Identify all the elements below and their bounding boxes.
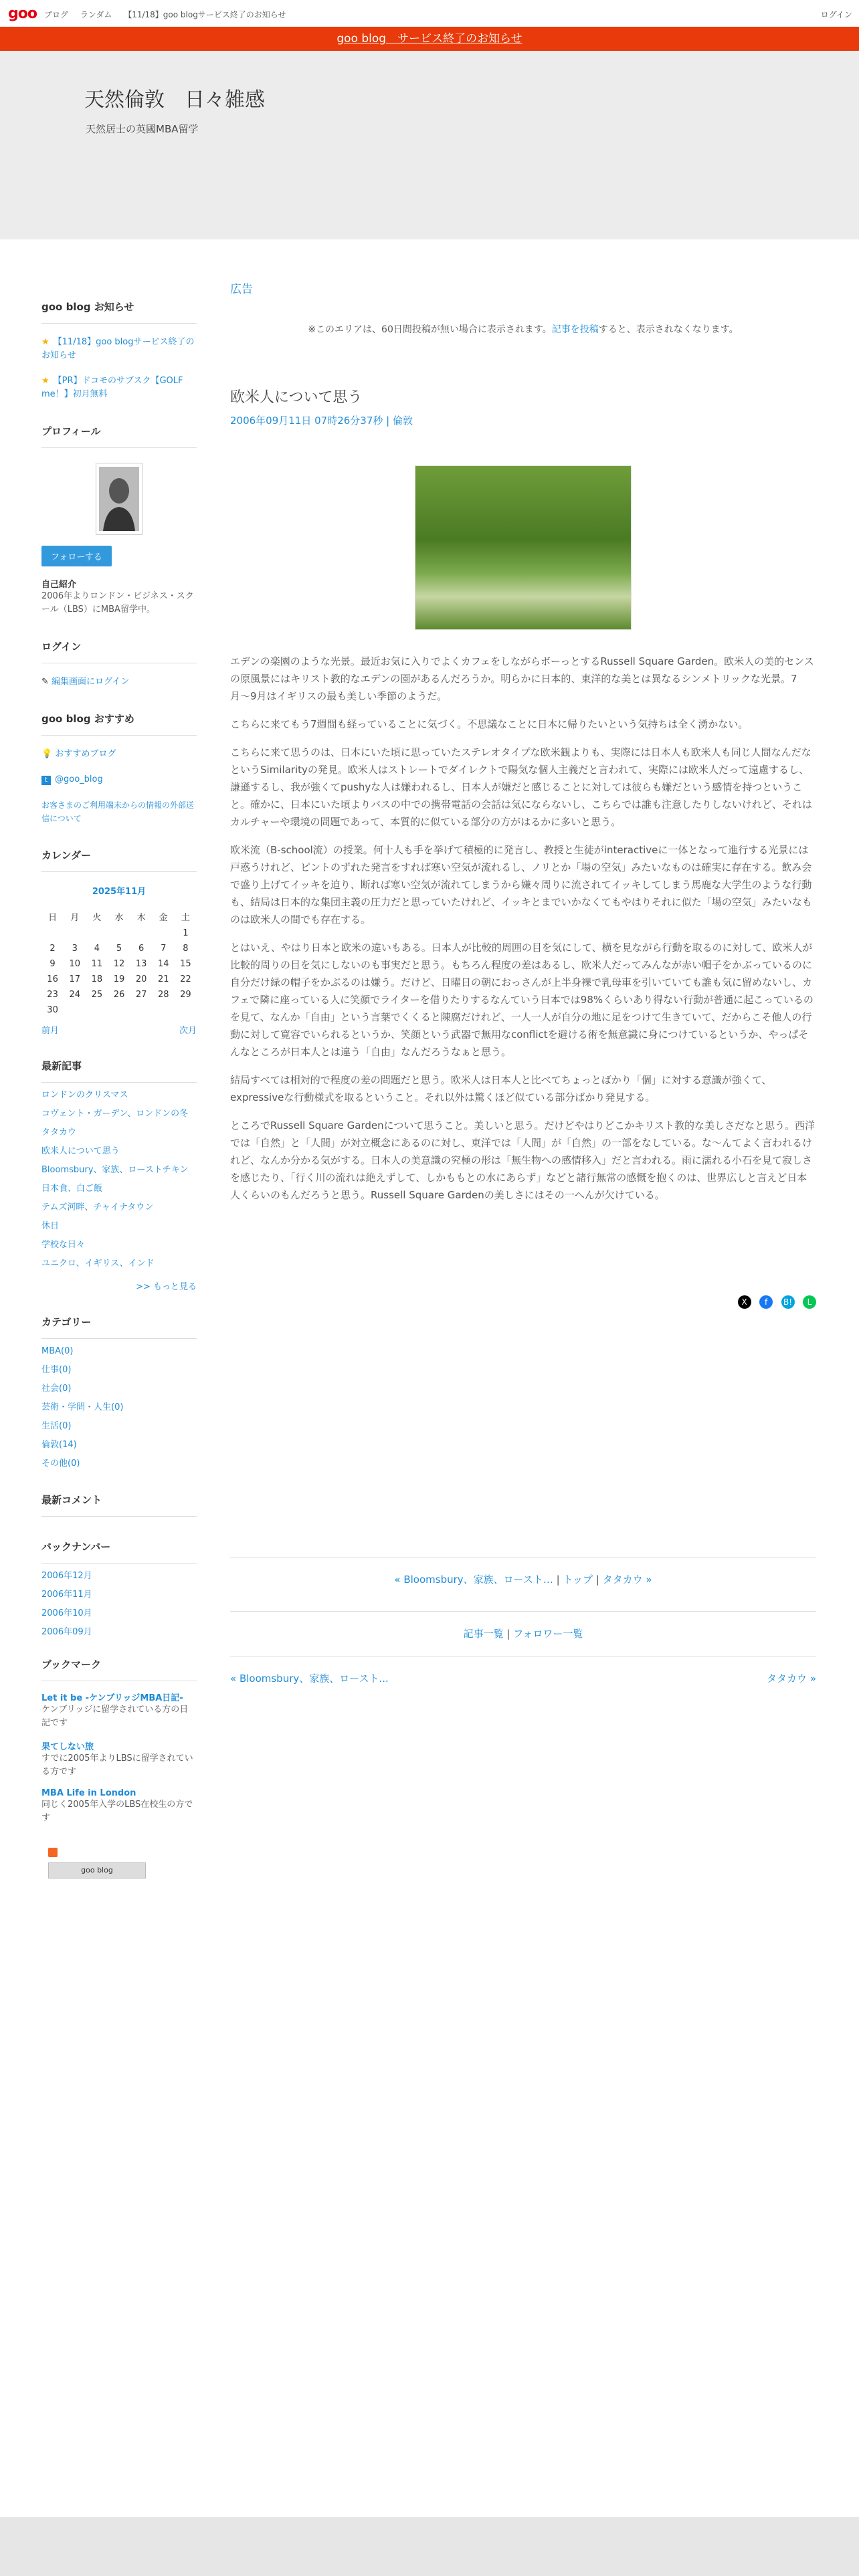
article-paragraph: 欧米流（B-school流）の授業。何十人も手を挙げて積極的に発言し、教授と生徒がinteractiveに一体となって進行する光景には戸惑うけれど、ピントのずれた発言をすれば寒い空気が流れるし、ノリとか「場の空気」みたいなものは確実に存在する。飲み会で盛り上げてイッキを迫り、断れば寒い空気が流れてしまうから嫌々周りに流されてイッキしてしまう馬鹿な大学生のような行動も、結局は日本的な集団主義の圧力だと思っていたけれど、イッキとまでいかなくてもやはりそれに似た「場の空気」みたいなものは欧米人の間でも存在する。 <box>230 844 812 926</box>
weekday-label: 水 <box>114 913 124 923</box>
calendar-month: 2025年11月 <box>92 887 147 897</box>
bookmark-description: ケンブリッジに留学されている方の日記です <box>41 1705 189 1728</box>
calendar-day <box>153 1002 175 1018</box>
article-paragraph: エデンの楽園のような光景。最近お気に入りでよくカフェをしながらボーっとするRussell Square Garden。欧米人の美的センスの原風景にはキリスト教的なエデンの園があるんだろうか。明らかに日本的、東洋的な美とは異なるシンメトリックな光景。7月〜9月はイギリスの最も美しい季節のようだ。 <box>230 655 814 702</box>
recommend-blog-link[interactable]: おすすめブログ <box>55 749 116 759</box>
calendar-day: 17 <box>69 974 80 984</box>
calendar-heading: カレンダー <box>41 848 197 872</box>
article-list-link[interactable]: 記事一覧 <box>463 1628 504 1640</box>
calendar-table <box>41 907 197 1018</box>
twitter-link[interactable]: @goo_blog <box>55 774 103 784</box>
weekday-label: 日 <box>48 913 58 923</box>
category-link[interactable]: MBA(0) <box>41 1346 74 1356</box>
recent-article-link[interactable]: Bloomsbury、家族、ローストチキン <box>41 1165 189 1175</box>
recommend-blog-item[interactable] <box>41 748 197 761</box>
calendar-day: 26 <box>113 990 125 1000</box>
backnumber-section <box>41 1539 197 1637</box>
article-paragraph: 結局すべては相対的で程度の差の問題だと思う。欧米人は日本人と比べてちょっとばかり「個」に対する意識が強くて、expressiveな行動様式を取るということ。それ以外は驚くほど似ている部分ばかり発見する。 <box>230 1074 772 1103</box>
calendar-day <box>86 1002 108 1018</box>
article-category[interactable]: 倫敦 <box>392 415 413 427</box>
bookmark-link[interactable]: Let it be -ケンブリッジMBA日記- <box>41 1693 183 1703</box>
calendar-day: 27 <box>135 990 147 1000</box>
article-title[interactable]: 欧米人について思う <box>230 389 363 406</box>
article-body <box>230 653 816 1204</box>
login-heading: ログイン <box>41 639 197 663</box>
news-item[interactable] <box>41 374 197 401</box>
star-icon: ★ <box>41 376 50 386</box>
follow-button[interactable]: フォローする <box>41 546 112 566</box>
calendar-day <box>153 926 175 941</box>
page-footer <box>0 2517 859 2576</box>
main-content <box>230 281 816 1701</box>
ad-note-text: ※このエリアは、60日間投稿が無い場合に表示されます。 <box>308 324 552 335</box>
article-nav: « Bloomsbury、家族、ロースト… | トップ | タタカウ » <box>230 1557 816 1602</box>
recent-article-link[interactable]: 学校な日々 <box>41 1240 86 1250</box>
more-link[interactable]: >> もっと見る <box>136 1282 197 1292</box>
facebook-share-icon[interactable]: f <box>759 1295 773 1309</box>
login-section <box>41 639 197 689</box>
star-icon: ★ <box>41 337 50 347</box>
bookmark-description: すでに2005年よりLBSに留学されている方です <box>41 1753 193 1777</box>
recommend-section <box>41 712 197 825</box>
category-link[interactable]: 社会(0) <box>41 1384 72 1394</box>
news-link[interactable]: 【PR】ドコモのサブスク【GOLF me！】初月無料 <box>41 376 183 399</box>
hatena-share-icon[interactable]: B! <box>781 1295 795 1309</box>
recent-list <box>41 1089 197 1270</box>
calendar-day: 5 <box>116 944 122 954</box>
category-link[interactable]: 仕事(0) <box>41 1365 72 1375</box>
news-heading: goo blog お知らせ <box>41 300 197 324</box>
rss-icon[interactable] <box>48 1848 58 1857</box>
calendar-day: 4 <box>94 944 100 954</box>
list-nav: 記事一覧 | フォロワー一覧 <box>230 1611 816 1656</box>
blog-subtitle: 天然居士の英國MBA留学 <box>86 123 199 135</box>
bottom-next-link[interactable]: タタカウ » <box>767 1673 816 1685</box>
calendar-section <box>41 848 197 1036</box>
next-article-link[interactable]: タタカウ » <box>602 1574 652 1586</box>
article-paragraph: とはいえ、やはり日本と欧米の違いもある。日本人が比較的周囲の目を気にして、横を見ながら行動を取るのに対して、欧米人が比較的周りの目を気にしないのも事実だと思う。もちろん程度の差はあるし、欧米人だってみんなが赤い帽子をかぶっているのに自分だけ緑の帽子をかぶるのは嫌う。だけど、日曜日の朝におっさんが上半身裸で乳母車を引いていても誰も気に留めないし、カフェで隣に座っている人に笑顔でライターを借りたりするなんていう日本では98%くらいあり得ない行動が普通に起こっているのを見て、なんか「自由」という言葉でくくると陳腐だけれど、一人一人が自分の地に足をつけて生きていて、だからこそ他人の行動に対して寛容でいられるというか、笑顔という武器で無用なconflictを避ける術を無意識に身につけているというか、やっぱそんなところが日本人とは違う「自由」なんだろうなぁと思う。 <box>230 942 814 1058</box>
nav-news-link[interactable]: 【11/18】goo blogサービス終了のお知らせ <box>124 10 286 19</box>
backnumber-link[interactable]: 2006年12月 <box>41 1571 92 1581</box>
calendar-day: 29 <box>180 990 191 1000</box>
calendar-day: 28 <box>158 990 169 1000</box>
bottom-nav <box>230 1656 816 1701</box>
weekday-label: 土 <box>181 913 190 923</box>
calendar-day: 9 <box>50 959 56 969</box>
next-month-link[interactable]: 次月 <box>179 1026 197 1036</box>
bottom-prev-link[interactable]: « Bloomsbury、家族、ロースト... <box>230 1673 389 1685</box>
portrait-icon <box>99 467 139 531</box>
profile-section <box>41 424 197 617</box>
calendar-day: 1 <box>183 928 189 938</box>
ad-note <box>230 321 816 338</box>
calendar-day: 11 <box>91 959 103 969</box>
calendar-day <box>64 926 86 941</box>
article-meta: 2006年09月11日 07時26分37秒 | 倫敦 <box>230 415 413 427</box>
calendar-day: 10 <box>69 959 80 969</box>
article-paragraph: こちらに来て思うのは、日本にいた頃に思っていたステレオタイプな欧米観よりも、実際には日本人も欧米人も同じ人間なんだなというSimilarityの発見。欧米人はストレートでダイレクトで陽気な個人主義だと言われて、実際には欧米人だって遠慮するし、謙遜するし、我が強くてpushyな人は嫌われるし、日本人が嫌だと感じることに対しては彼らも嫌だという感情を持つということ。確かに、日本にいた頃よりバスの中での携帯電話の会話は気にならないし、こちらでは誰も注意したりしないけれど、それはカルチャーや環境の問題であって、本質的に似ている部分の方がはるかに多いと思う。 <box>230 746 812 828</box>
category-link[interactable]: その他(0) <box>41 1459 80 1469</box>
calendar-day: 25 <box>91 990 103 1000</box>
category-link[interactable]: 倫敦(14) <box>41 1440 77 1450</box>
weekday-label: 火 <box>92 913 102 923</box>
calendar-day: 21 <box>158 974 169 984</box>
service-end-notice[interactable]: goo blog サービス終了のお知らせ <box>0 27 859 51</box>
recent-article-link[interactable]: コヴェント・ガーデン、ロンドンの冬 <box>41 1109 189 1119</box>
edit-login-item[interactable] <box>41 675 197 689</box>
backnumber-link[interactable]: 2006年10月 <box>41 1608 92 1618</box>
comment-section <box>41 1493 197 1517</box>
ad-label: 広告 <box>230 283 253 296</box>
calendar-day: 15 <box>180 959 191 969</box>
nav-random-link[interactable]: ランダム <box>80 10 112 19</box>
category-link[interactable]: 生活(0) <box>41 1421 72 1431</box>
line-share-icon[interactable]: L <box>803 1295 816 1309</box>
bookmark-link[interactable]: MBA Life in London <box>41 1788 136 1798</box>
category-list <box>41 1346 197 1470</box>
comment-heading: 最新コメント <box>41 1493 197 1517</box>
post-article-link[interactable]: 記事を投稿 <box>551 324 599 335</box>
news-item[interactable] <box>41 336 197 362</box>
weekday-label: 木 <box>136 913 146 923</box>
blog-title[interactable]: 天然倫敦 日々雑感 <box>84 88 265 112</box>
recent-article-link[interactable]: タタカウ <box>41 1128 77 1138</box>
calendar-day: 14 <box>158 959 169 969</box>
bookmark-section <box>41 1657 197 1825</box>
backnumber-list[interactable] <box>41 1570 197 1637</box>
recent-article-link[interactable]: 日本食、白ご飯 <box>41 1184 103 1194</box>
ad-note-text: すると、表示されなくなります。 <box>598 324 739 335</box>
bookmark-link[interactable]: 果てしない旅 <box>41 1742 94 1752</box>
recent-article-link[interactable]: ロンドンのクリスマス <box>41 1090 128 1100</box>
recommend-heading: goo blog おすすめ <box>41 712 197 736</box>
share-buttons <box>230 1293 816 1311</box>
bookmark-description: 同じく2005年入学のLBS在校生の方です <box>41 1800 193 1823</box>
prev-month-link[interactable]: 前月 <box>41 1026 60 1036</box>
bookmark-heading: ブックマーク <box>41 1657 197 1681</box>
article-paragraph: こちらに来てもう7週間も経っていることに気づく。不思議なことに日本に帰りたいという気持ちは全く湧かない。 <box>230 718 749 730</box>
category-link[interactable]: 芸術・学問・人生(0) <box>41 1402 124 1412</box>
blog-header <box>0 51 859 239</box>
article-paragraph: ところでRussell Square Gardenについて思うこと。美しいと思う。だけどやはりどこかキリスト教的な美しさだなと思う。西洋では「自然」と「人間」が対立概念にあるのに対し、東洋では「人間」が「自然」の一部をなしている。な〜んてよく言われるけれど、なんか分かる気がする。日本人の美意識の究極の形は「無生物への感情移入」だと言われる。雨に濡れる小石を見て寂しさを感じたり、「行く川の流れは絶えずして、しかももとの水にあらず」などと諸行無常の感慨を抱くのは、世界広しと言えど日本人くらいのもんだろうと思う。Russell Square Gardenの美しさにはその一へんが欠けている。 <box>230 1119 816 1201</box>
article-date[interactable]: 2006年09月11日 07時26分37秒 <box>230 415 383 427</box>
calendar-day: 6 <box>138 944 145 954</box>
article-photo <box>415 465 632 630</box>
calendar-day: 7 <box>161 944 167 954</box>
calendar-day <box>41 926 64 941</box>
top-login-link[interactable]: ログイン <box>820 10 852 19</box>
privacy-note-link[interactable]: お客さまのご利用端末からの情報の外部送信について <box>41 800 195 823</box>
calendar-day: 12 <box>113 959 125 969</box>
privacy-note-item[interactable] <box>41 798 197 825</box>
category-section <box>41 1315 197 1470</box>
recent-section <box>41 1059 197 1292</box>
recent-article-link[interactable]: テムズ河畔、チャイナタウン <box>41 1202 154 1212</box>
nav-blog-link[interactable]: ブログ <box>44 10 69 19</box>
weekday-label: 金 <box>159 913 168 923</box>
calendar-day: 20 <box>135 974 147 984</box>
recent-article-link[interactable]: 休日 <box>41 1221 60 1231</box>
calendar-day <box>175 1002 197 1018</box>
calendar-day <box>64 1002 86 1018</box>
sidebar <box>41 300 197 1879</box>
calendar-day: 8 <box>183 944 189 954</box>
calendar-day <box>108 926 130 941</box>
follower-list-link[interactable]: フォロワー一覧 <box>513 1628 583 1640</box>
goo-blog-badge[interactable]: goo blog <box>48 1862 146 1879</box>
bookmark-list <box>41 1691 197 1825</box>
recent-heading: 最新記事 <box>41 1059 197 1083</box>
calendar-day: 18 <box>91 974 103 984</box>
backnumber-link[interactable]: 2006年11月 <box>41 1590 92 1600</box>
category-heading: カテゴリー <box>41 1315 197 1339</box>
calendar-day: 19 <box>113 974 125 984</box>
calendar-day: 23 <box>47 990 58 1000</box>
calendar-day: 3 <box>72 944 78 954</box>
calendar-day: 2 <box>50 944 56 954</box>
edit-login-link[interactable]: 編集画面にログイン <box>52 677 130 687</box>
calendar-day: 13 <box>135 959 147 969</box>
lightbulb-icon: 💡 <box>41 749 56 759</box>
calendar-day <box>130 1002 153 1018</box>
news-link[interactable]: 【11/18】goo blogサービス終了のお知らせ <box>41 337 195 360</box>
weekday-label: 月 <box>70 913 80 923</box>
global-topbar <box>0 0 859 27</box>
calendar-day: 24 <box>69 990 80 1000</box>
prev-article-link[interactable]: « Bloomsbury、家族、ロースト… <box>394 1574 553 1586</box>
intro-text: 2006年よりロンドン・ビジネス・スクール（LBS）にMBA留学中。 <box>41 591 194 615</box>
goo-logo[interactable]: goo <box>8 5 37 22</box>
twitter-item[interactable] <box>41 773 197 786</box>
calendar-day <box>86 926 108 941</box>
top-nav <box>44 9 295 20</box>
profile-heading: プロフィール <box>41 424 197 448</box>
calendar-day <box>130 926 153 941</box>
news-section <box>41 300 197 401</box>
x-share-icon[interactable]: X <box>738 1295 751 1309</box>
profile-avatar[interactable] <box>96 463 142 535</box>
calendar-day: 16 <box>47 974 58 984</box>
backnumber-heading: バックナンバー <box>41 1539 197 1564</box>
twitter-icon: t <box>41 776 51 785</box>
calendar-day: 22 <box>180 974 191 984</box>
calendar-day <box>108 1002 130 1018</box>
recent-article-link[interactable]: 欧米人について思う <box>41 1146 120 1156</box>
intro-label: 自己紹介 <box>41 580 77 590</box>
calendar-day: 30 <box>47 1005 58 1015</box>
backnumber-link[interactable]: 2006年09月 <box>41 1627 92 1637</box>
pencil-icon: ✎ <box>41 677 52 687</box>
recent-article-link[interactable]: ユニクロ、イギリス、インド <box>41 1259 155 1269</box>
top-link[interactable]: トップ <box>563 1574 593 1586</box>
